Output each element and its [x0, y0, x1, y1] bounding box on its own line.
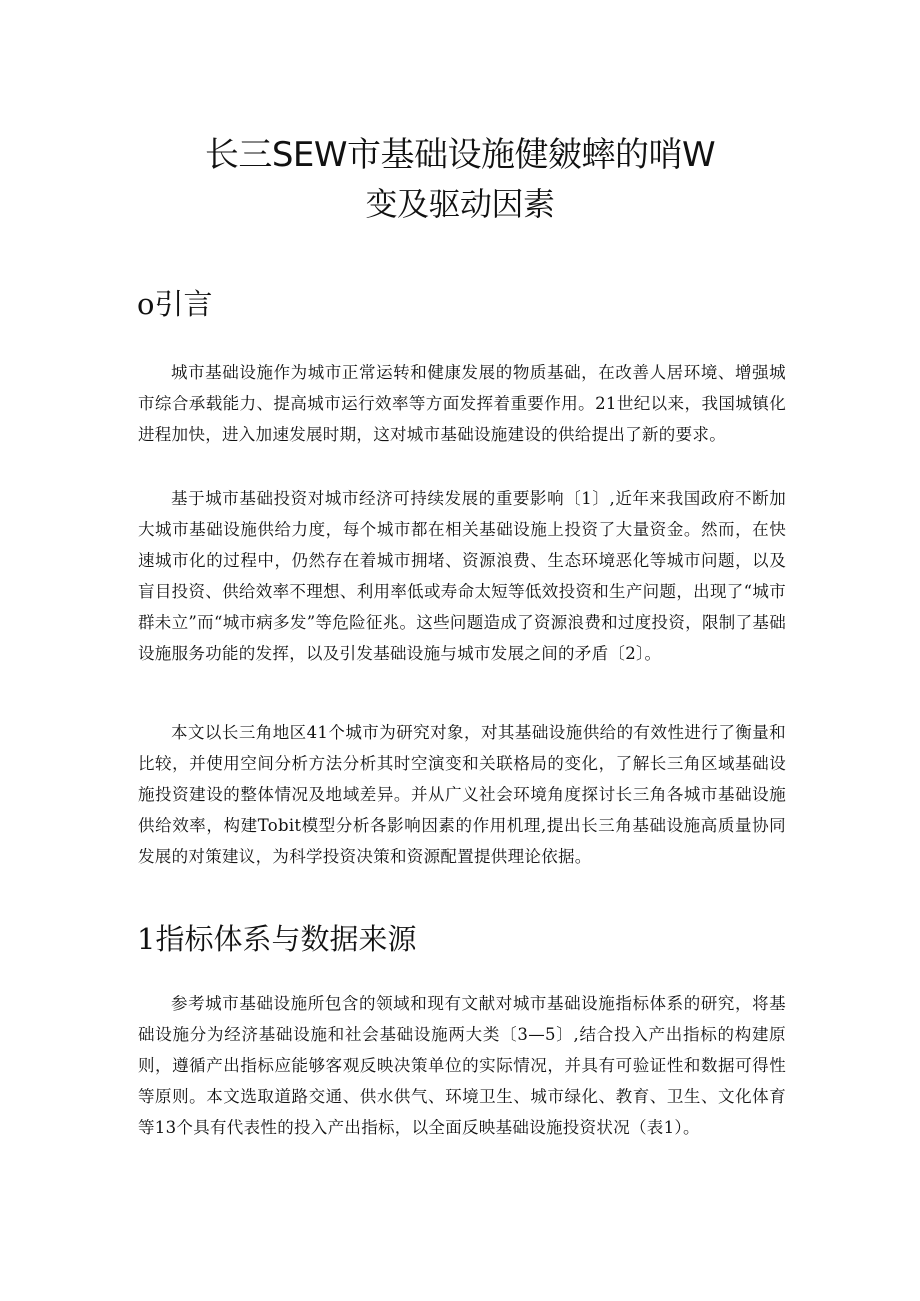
intro-paragraph-3: 本文以长三角地区41个城市为研究对象，对其基础设施供给的有效性进行了衡量和比较，并使用空间分析方法分析其时空演变和关联格局的变化，了解长三角区域基础设施投资建设的整体情况及地域差异。并从广义社会环境角度探讨长三角各城市基础设施供给效率，构建Tobit模型分析各影响因素的作用机理,提出长三角基础设施高质量协同发展的对策建议，为科学投资决策和资源配置提供理论依据。 — [138, 723, 786, 866]
document-title-line-2: 变及驱动因素 — [365, 185, 555, 223]
indicators-paragraph-1: 参考城市基础设施所包含的领域和现有文献对城市基础设施指标体系的研究，将基础设施分为经济基础设施和社会基础设施两大类〔3—5〕,结合投入产出指标的构建原则，遵循产出指标应能够客观反映决策单位的实际情况，并具有可验证性和数据可得性等原则。本文选取道路交通、供水供气、环境卫生、城市绿化、教育、卫生、文化体育等13个具有代表性的投入产出指标，以全面反映基础设施投资状况（表1）。 — [138, 994, 786, 1137]
section-heading-indicators: 1指标体系与数据来源 — [137, 922, 417, 956]
intro-paragraph-2: 基于城市基础投资对城市经济可持续发展的重要影响〔1〕,近年来我国政府不断加大城市基础设施供给力度，每个城市都在相关基础设施上投资了大量资金。然而，在快速城市化的过程中，仍然存在着城市拥堵、资源浪费、生态环境恶化等城市问题，以及盲目投资、供给效率不理想、利用率低或寿命太短等低效投资和生产问题，出现了“城市群未立”而“城市病多发”等危险征兆。这些问题造成了资源浪费和过度投资，限制了基础设施服务功能的发挥，以及引发基础设施与城市发展之间的矛盾〔2〕。 — [138, 489, 786, 663]
section-heading-introduction: o引言 — [137, 287, 213, 321]
document-title-line-1: 长三SEW市基础设施健皴蟀的哨W — [204, 135, 716, 175]
intro-paragraph-1: 城市基础设施作为城市正常运转和健康发展的物质基础，在改善人居环境、增强城市综合承载能力、提高城市运行效率等方面发挥着重要作用。21世纪以来，我国城镇化进程加快，进入加速发展时期，这对城市基础设施建设的供给提出了新的要求。 — [138, 363, 786, 444]
